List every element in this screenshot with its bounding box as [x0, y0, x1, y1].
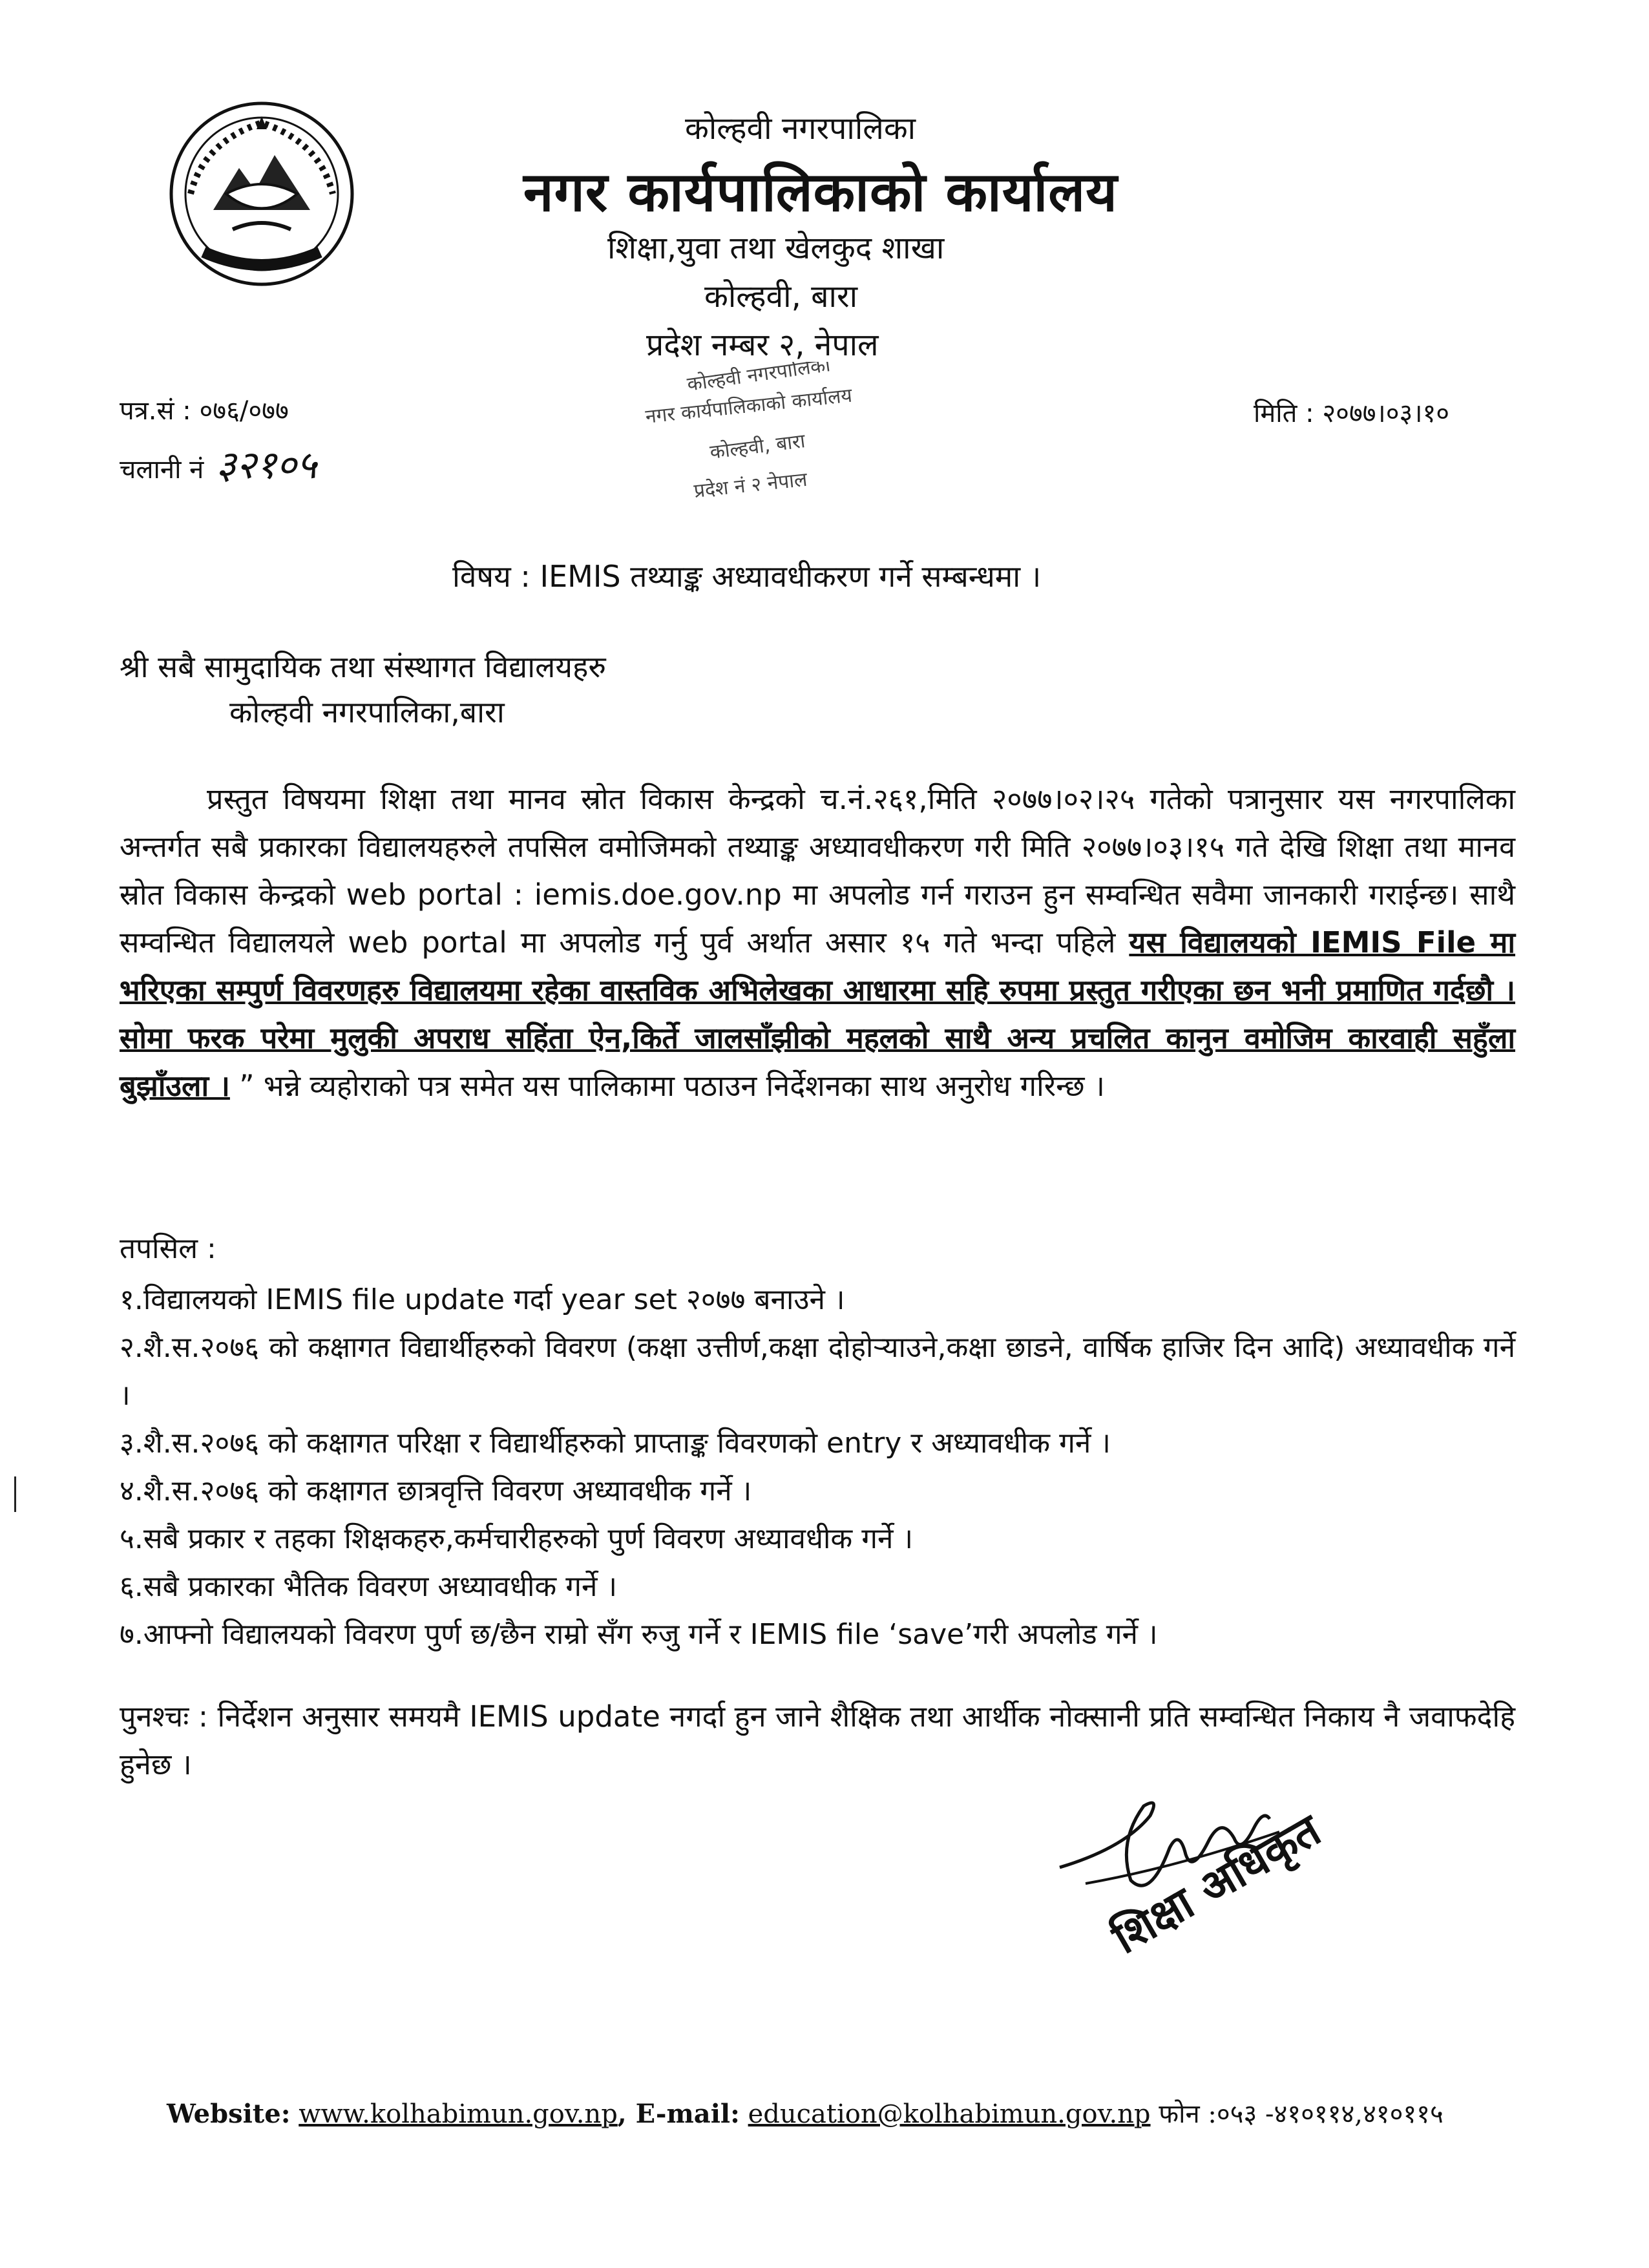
- footer-email-label: , E-mail:: [617, 2099, 740, 2129]
- margin-mark: [14, 1476, 16, 1512]
- details-item: ७.आफ्नो विद्यालयको विवरण पुर्ण छ/छैन राम्रो सँग रुजु गर्ने र IEMIS file ‘save’गरी अपलोड गर्ने ।: [120, 1618, 1158, 1651]
- officer-signature-stamp: [1047, 1770, 1357, 1977]
- officer-title-stamp: शिक्षा अधिकृत: [1104, 1805, 1330, 1964]
- branch-name: शिक्षा,युवा तथा खेलकुद शाखा: [607, 230, 945, 266]
- addressee-location: कोल्हवी नगरपालिका,बारा: [229, 695, 505, 730]
- date-label: मिति :: [1254, 399, 1314, 428]
- stamp-line-4: प्रदेश नं २ नेपाल: [693, 468, 808, 503]
- body-certification-clause: यस विद्यालयको IEMIS File मा भरिएका सम्पुर्ण विवरणहरु विद्यालयमा रहेका वास्तविक अभिलेखका आधारमा सहि रुपमा प्रस्तुत गरीएका छन भनी प्रमाणित गर्दछौ । सोमा फरक परेमा मुलुकी अपराध सहिंता ऐन,किर्ते जालसाँझीको महलको साथै अन्य प्रचलित कानुन वमोजिम कारवाही सहुँला बुझाँउला ।: [120, 925, 1515, 1103]
- body-closing: ” भन्ने व्यहोराको पत्र समेत यस पालिकामा पठाउन निर्देशनका साथ अनुरोध गरिन्छ ।: [229, 1069, 1105, 1103]
- government-emblem-seal: [165, 97, 359, 291]
- details-item: २.शै.स.२०७६ को कक्षागत विद्यार्थीहरुको विवरण (कक्षा उत्तीर्ण,कक्षा दोहोर्‍याउने,कक्षा छाडने, वार्षिक हाजिर दिन आदि) अध्यावधीक गर्ने ।: [120, 1331, 1515, 1412]
- stamp-line-3: कोल्हवी, बारा: [708, 430, 807, 464]
- date-value: २०७७।०३।१०: [1322, 399, 1450, 428]
- footer-website-link[interactable]: www.kolhabimun.gov.np: [299, 2099, 618, 2129]
- details-heading: तपसिल :: [120, 1232, 216, 1265]
- footer-contact: [167, 2095, 1444, 2130]
- reference-value: ०७६/०७७: [199, 396, 289, 426]
- dispatch-number: [120, 437, 317, 490]
- municipality-name: कोल्हवी नगरपालिका: [685, 110, 916, 147]
- footer-email-link[interactable]: education@kolhabimun.gov.np: [748, 2099, 1151, 2129]
- stamp-line-1: कोल्हवी नगरपालिका: [686, 362, 832, 396]
- letter-body: [120, 775, 1515, 1110]
- stamp-line-2: नगर कार्यपालिकाको कार्यालय: [644, 384, 854, 428]
- body-intro: प्रस्तुत विषयमा शिक्षा तथा मानव स्रोत विकास केन्द्रको च.नं.२६१,मिति २०७७।०२।२५ गतेको पत्रानुसार यस नगरपालिका अन्तर्गत सबै प्रकारका विद्यालयहरुले तपसिल वमोजिमको तथ्याङ्क अध्यावधीकरण गरी मिति २०७७।०३।१५ गते देखि शिक्षा तथा मानव स्रोत विकास केन्द्रको web portal : iemis.doe.gov.np मा अपलोड गर्न गराउन हुन सम्वन्धित सवैमा जानकारी गराईन्छ। साथै सम्वन्धित विद्यालयले web portal मा अपलोड गर्नु पुर्व अर्थात असार १५ गते भन्दा पहिले: [120, 782, 1516, 960]
- reference-number: [120, 392, 289, 427]
- details-item: ३.शै.स.२०७६ को कक्षागत परिक्षा र विद्यार्थीहरुको प्राप्ताङ्क विवरणको entry र अध्यावधीक गर्ने ।: [120, 1427, 1111, 1460]
- office-name: नगर कार्यपालिकाको कार्यालय: [523, 160, 1118, 224]
- province-name: प्रदेश नम्बर २, नेपाल: [646, 327, 879, 363]
- details-item: १.विद्यालयको IEMIS file update गर्दा year set २०७७ बनाउने ।: [120, 1283, 845, 1316]
- details-item: ६.सबै प्रकारका भैतिक विवरण अध्यावधीक गर्ने ।: [120, 1570, 618, 1603]
- addressee-recipients: श्री सबै सामुदायिक तथा संस्थागत विद्यालयहरु: [120, 649, 606, 684]
- footer-website-label: Website:: [167, 2099, 291, 2129]
- letter-date: [1254, 394, 1449, 430]
- dispatch-value-handwritten: ३२१०५: [216, 443, 317, 488]
- details-item: ५.सबै प्रकार र तहका शिक्षकहरु,कर्मचारीहरुको पुर्ण विवरण अध्यावधीक गर्ने ।: [120, 1522, 914, 1555]
- reference-label: पत्र.सं :: [120, 396, 191, 426]
- postscript: पुनश्चः : निर्देशन अनुसार समयमै IEMIS update नगर्दा हुन जाने शैक्षिक तथा आर्थीक नोक्सानी प्रति सम्वन्धित निकाय नै जवाफदेहि हुनेछ ।: [120, 1699, 1515, 1781]
- details-item: ४.शै.स.२०७६ को कक्षागत छात्रवृत्ति विवरण अध्यावधीक गर्ने ।: [120, 1475, 752, 1507]
- footer-phone: फोन :०५३ -४१०११४,४१०११५: [1159, 2099, 1444, 2129]
- office-location: कोल्हवी, बारा: [704, 278, 858, 315]
- details-list: [120, 1276, 1515, 1659]
- letter-subject: विषय : IEMIS तथ्याङ्क अध्यावधीकरण गर्ने सम्बन्धमा ।: [452, 559, 1042, 594]
- dispatch-label: चलानी नं: [120, 455, 204, 485]
- office-rubber-stamp: [633, 362, 930, 510]
